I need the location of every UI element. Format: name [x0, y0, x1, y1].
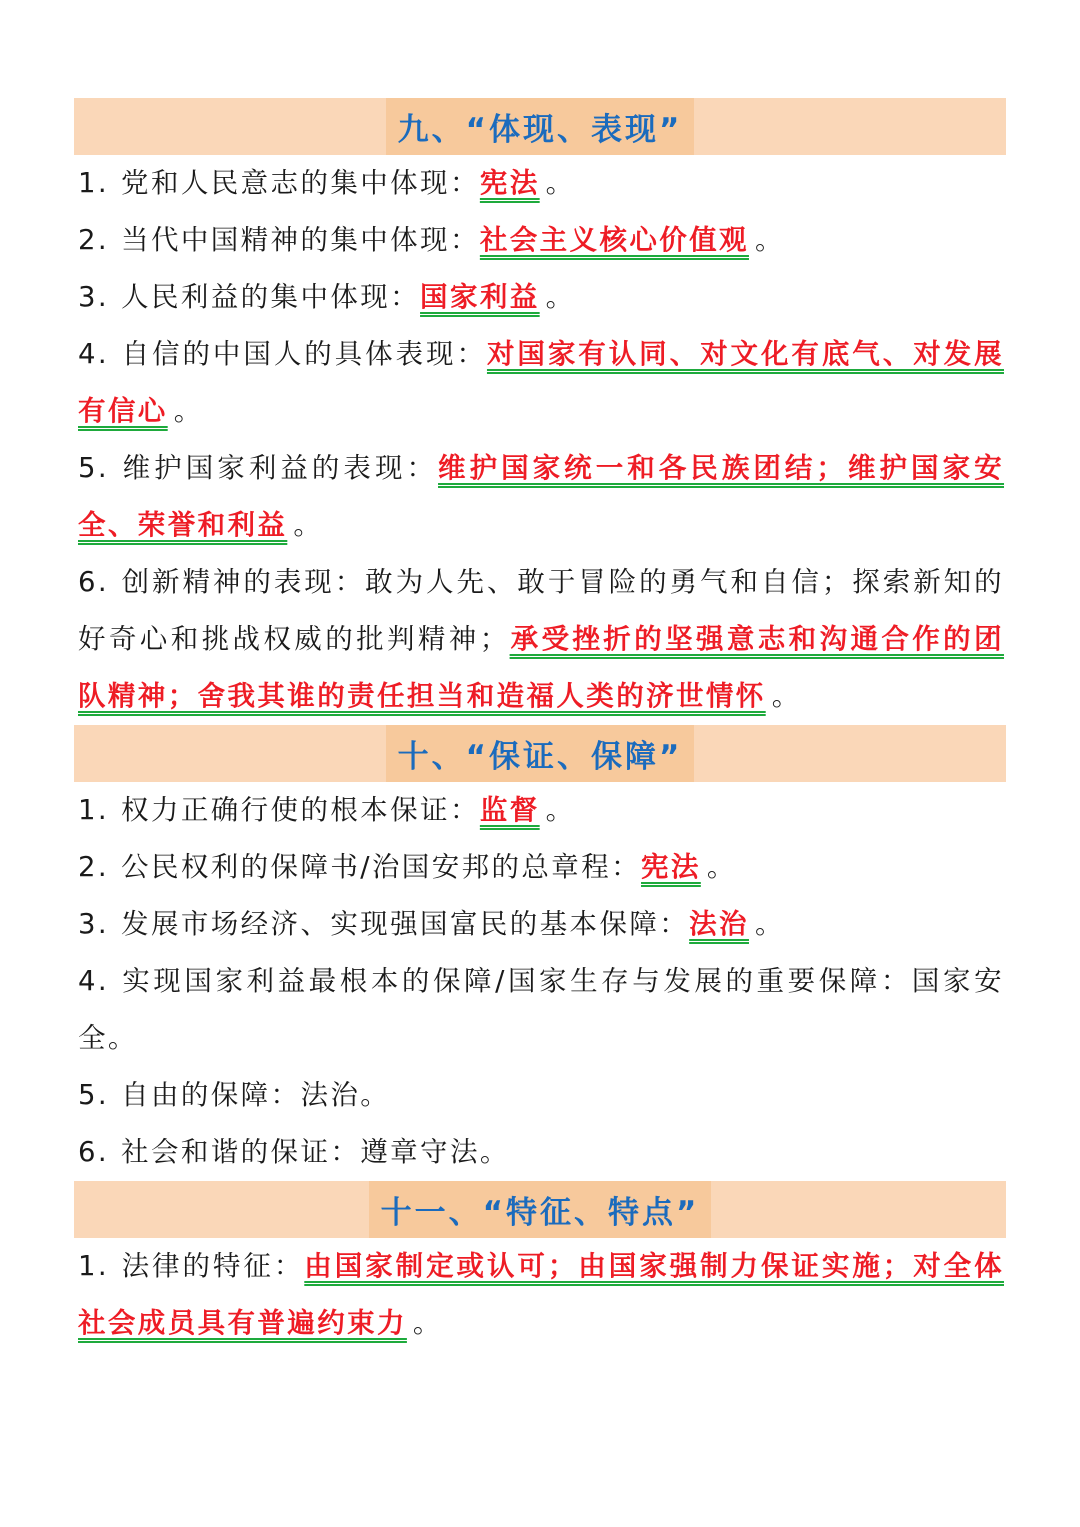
item-highlight: 由国家制定或认可；由国家强制力保证实施；对全体社会成员具有普遍约束力	[78, 1250, 1004, 1339]
item-text: 当代中国精神的集中体现：	[121, 224, 480, 256]
item-number: 3.	[78, 908, 110, 940]
list-item	[78, 326, 1004, 440]
item-text: 法律的特征：	[121, 1250, 305, 1282]
item-highlight: 社会主义核心价值观	[479, 224, 749, 256]
list-item	[78, 212, 1004, 269]
list-item	[78, 1124, 1004, 1181]
section-10	[74, 725, 1006, 1181]
item-highlight: 国家利益	[420, 281, 540, 313]
item-text: 权力正确行使的根本保证：	[121, 794, 480, 826]
item-number: 2.	[78, 224, 110, 256]
item-text: 社会和谐的保证：遵章守法。	[121, 1136, 510, 1168]
item-end: 。	[771, 680, 802, 712]
item-number: 5.	[78, 452, 110, 484]
item-highlight: 承受挫折的坚强意志和沟通合作的团队精神；舍我其谁的责任担当和造福人类的济世情怀	[78, 623, 1004, 712]
item-list	[74, 155, 1006, 725]
section-header	[74, 725, 1006, 782]
item-number: 6.	[78, 1136, 110, 1168]
item-highlight: 监督	[479, 794, 540, 826]
item-end: 。	[754, 224, 785, 256]
item-list	[74, 782, 1006, 1181]
section-11	[74, 1181, 1006, 1352]
item-list	[74, 1238, 1006, 1352]
list-item	[78, 155, 1004, 212]
item-number: 5.	[78, 1079, 110, 1111]
item-number: 1.	[78, 794, 110, 826]
item-highlight: 宪法	[641, 851, 701, 883]
document-page	[74, 98, 1006, 1352]
item-highlight: 维护国家统一和各民族团结；维护国家安全、荣誉和利益	[78, 452, 1005, 541]
section-9	[74, 98, 1006, 725]
item-number: 3.	[78, 281, 110, 313]
section-header	[74, 98, 1006, 155]
item-end: 。	[754, 908, 785, 940]
item-number: 4.	[78, 338, 110, 370]
item-text: 发展市场经济、实现强国富民的基本保障：	[121, 908, 690, 940]
section-header	[74, 1181, 1006, 1238]
list-item	[78, 953, 1004, 1067]
list-item	[78, 1238, 1004, 1352]
item-end: 。	[706, 851, 737, 883]
list-item	[78, 839, 1004, 896]
item-number: 1.	[78, 1250, 110, 1282]
item-end: 。	[545, 167, 576, 199]
section-title: 九、“体现、表现”	[397, 112, 683, 148]
section-title-box	[386, 98, 695, 155]
item-text: 公民权利的保障书/治国安邦的总章程：	[121, 851, 642, 883]
section-title-box	[386, 725, 695, 782]
item-text: 创新精神的表现：敢为人先、敢于冒险的勇气和自信；探索新知的好奇心和挑战权威的批判精神；	[78, 566, 1004, 655]
item-highlight: 对国家有认同、对文化有底气、对发展有信心	[78, 338, 1004, 427]
item-text: 实现国家利益最根本的保障/国家生存与发展的重要保障：国家安全。	[78, 965, 1004, 1054]
list-item	[78, 554, 1004, 725]
list-item	[78, 440, 1004, 554]
item-number: 2.	[78, 851, 110, 883]
section-title: 十、“保证、保障”	[397, 739, 683, 775]
item-text: 人民利益的集中体现：	[121, 281, 421, 313]
list-item	[78, 896, 1004, 953]
section-title-box	[369, 1181, 712, 1238]
item-highlight: 宪法	[479, 167, 540, 199]
item-end: 。	[412, 1307, 443, 1339]
item-highlight: 法治	[689, 908, 749, 940]
list-item	[78, 1067, 1004, 1124]
item-number: 6.	[78, 566, 110, 598]
list-item	[78, 782, 1004, 839]
item-end: 。	[293, 509, 324, 541]
item-end: 。	[545, 794, 576, 826]
section-title: 十一、“特征、特点”	[380, 1195, 700, 1231]
item-text: 党和人民意志的集中体现：	[121, 167, 480, 199]
item-text: 维护国家利益的表现：	[121, 452, 439, 484]
item-text: 自信的中国人的具体表现：	[121, 338, 487, 370]
item-number: 4.	[78, 965, 110, 997]
item-text: 自由的保障：法治。	[121, 1079, 391, 1111]
item-number: 1.	[78, 167, 110, 199]
list-item	[78, 269, 1004, 326]
item-end: 。	[173, 395, 204, 427]
item-end: 。	[545, 281, 576, 313]
